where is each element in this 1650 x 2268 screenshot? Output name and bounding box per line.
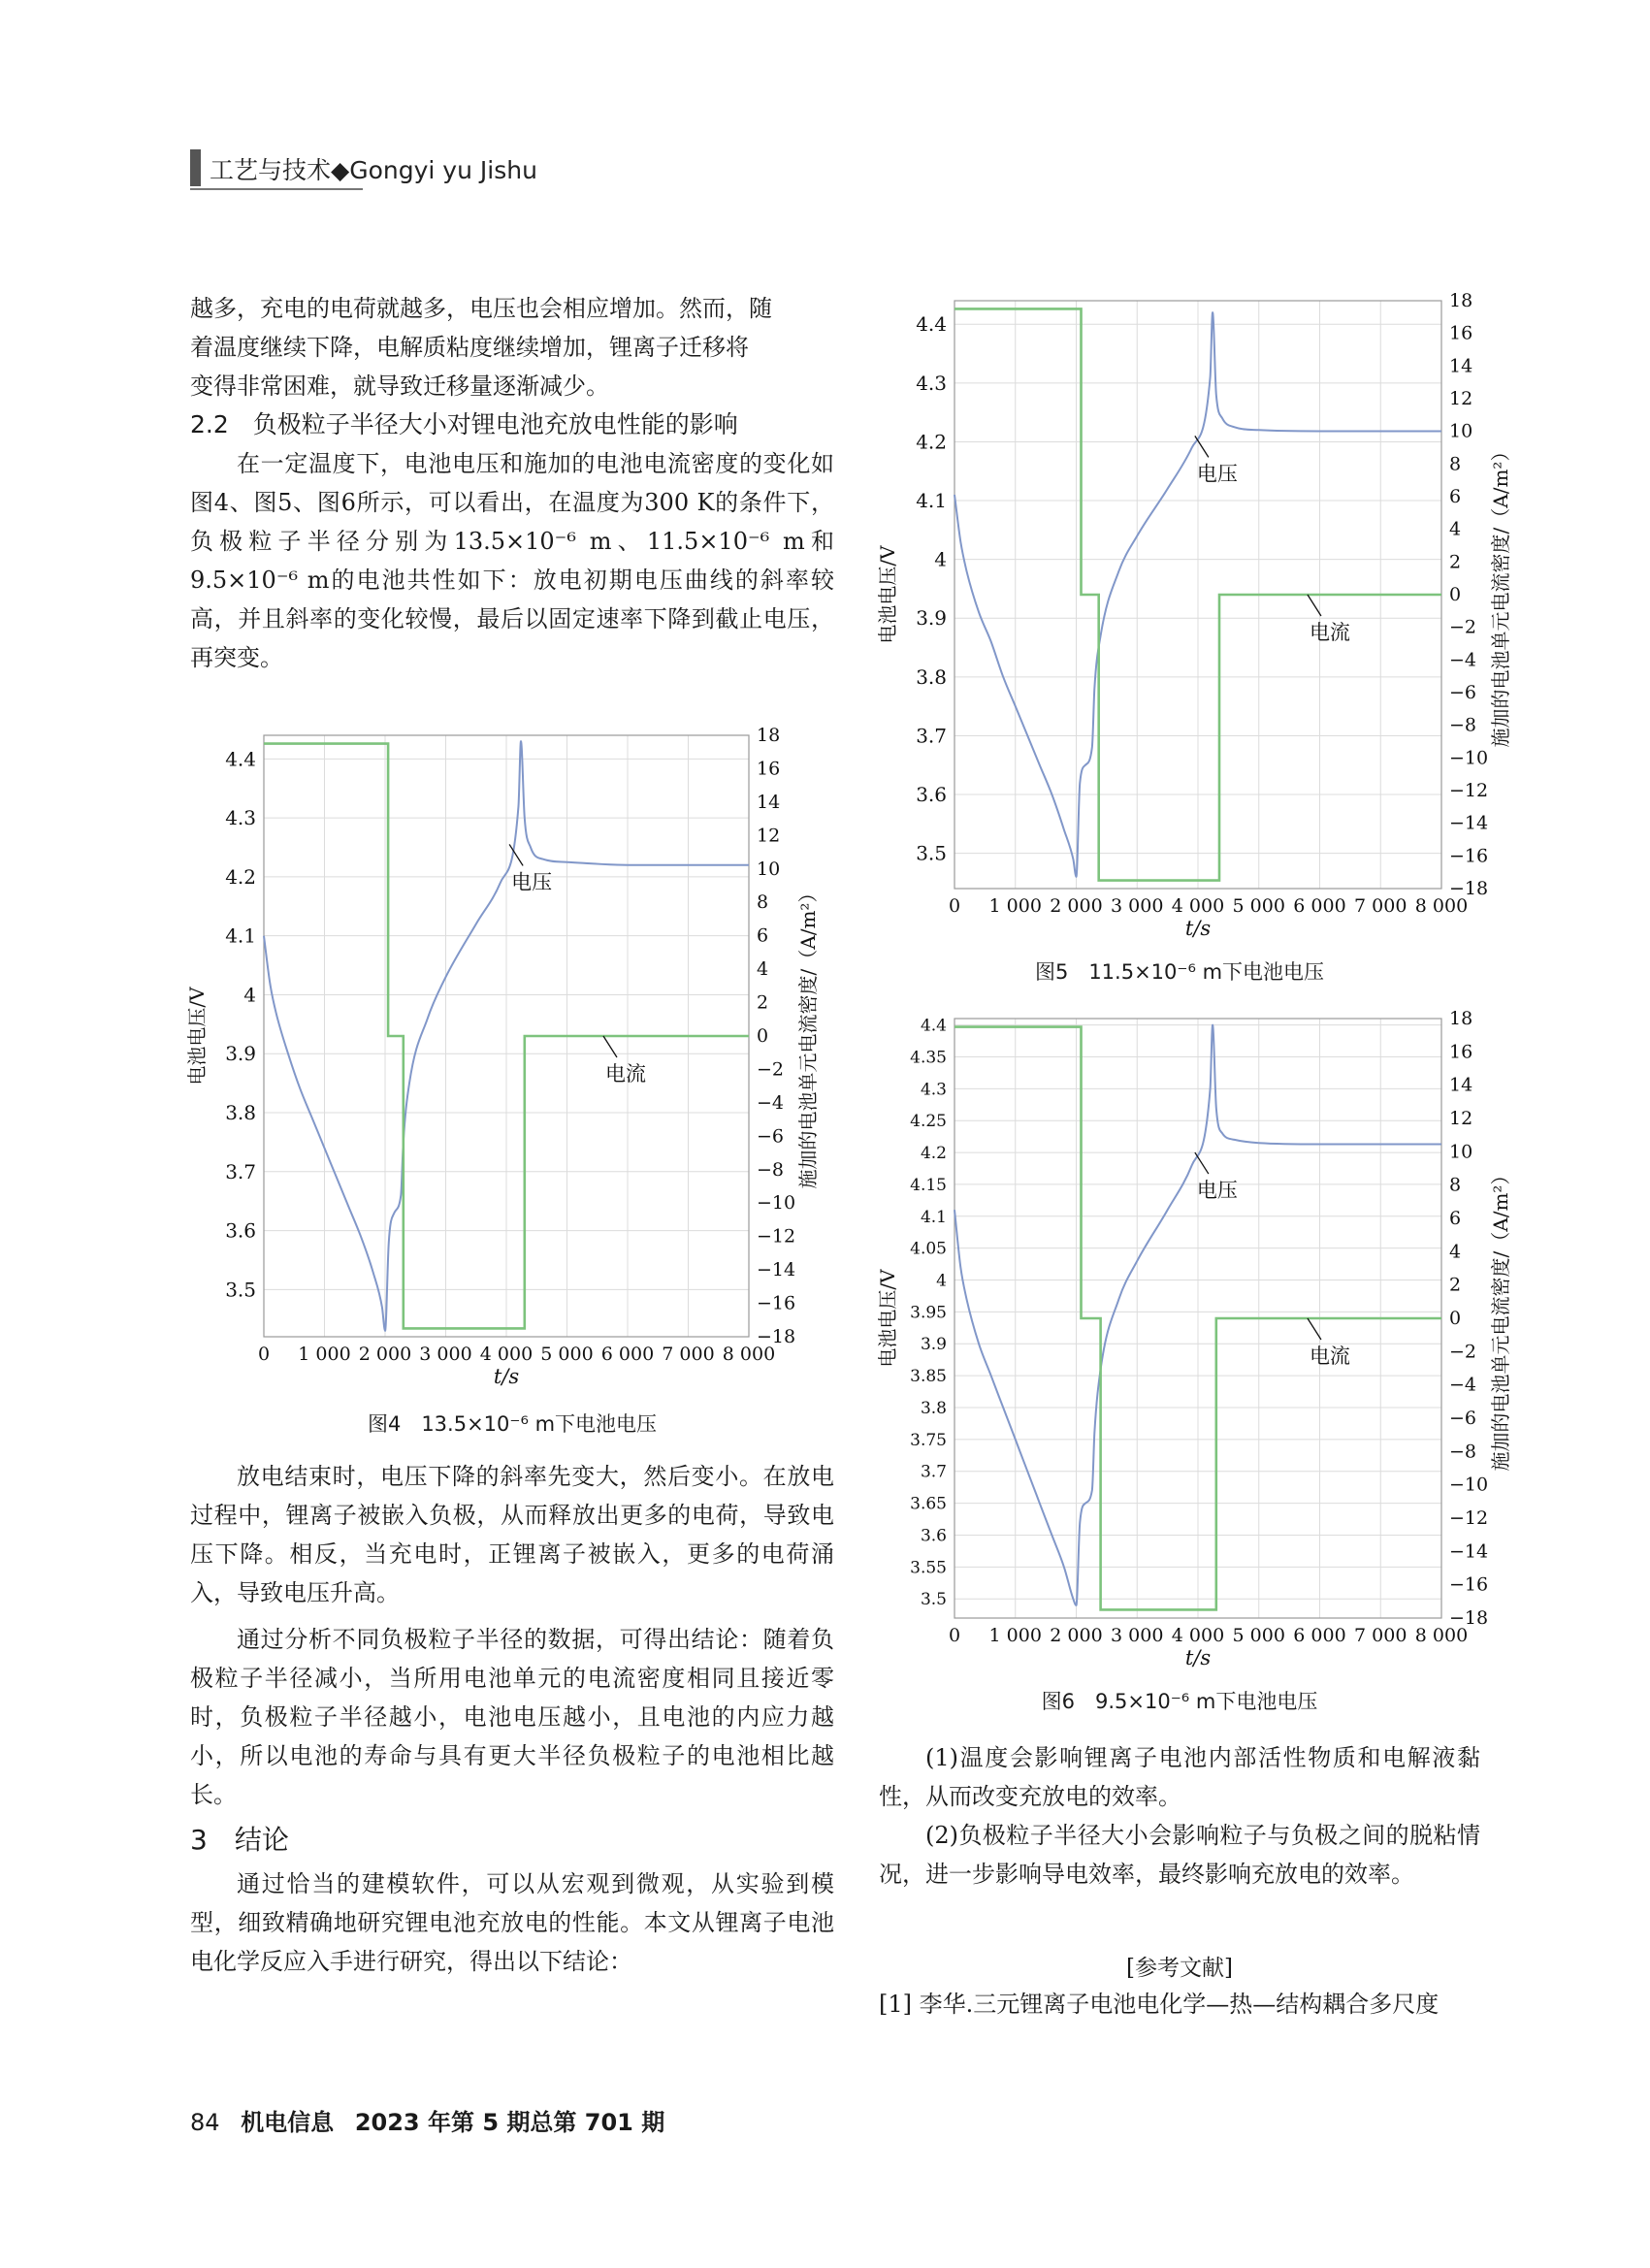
fig5-xtick-label-6: 6 000 [1293, 895, 1346, 917]
fig5-ytick-label-0: 3.5 [916, 841, 947, 865]
fig6-y2tick-label-9: 0 [1449, 1308, 1462, 1329]
fig5-xtick-label-3: 3 000 [1111, 895, 1164, 917]
running-header [190, 146, 537, 188]
fig4-xtick-label-7: 7 000 [662, 1344, 715, 1365]
fig5-y2tick-label-5: −8 [1449, 714, 1477, 736]
fig6-y2tick-label-14: 10 [1449, 1141, 1473, 1163]
fig5-y-axis-label: 电池电压/V [876, 545, 899, 644]
fig6-y2tick-label-16: 14 [1449, 1074, 1473, 1096]
fig4-y2tick-label-3: −12 [757, 1225, 796, 1247]
fig6-y2tick-label-2: −14 [1449, 1540, 1489, 1563]
fig5-ytick-label-6: 4.1 [916, 489, 947, 513]
fig5-xtick-label-8: 8 000 [1414, 895, 1469, 917]
fig5-y2tick-label-6: −6 [1449, 682, 1477, 703]
fig4-y2tick-label-7: −4 [757, 1091, 785, 1114]
para-2-2: 在一定温度下，电池电压和施加的电池电流密度的变化如图4、图5、图6所示，可以看出，在温度为300 K的条件下，负极粒子半径分别为13.5×10⁻⁶ m、11.5×10⁻⁶ m和9.5×10⁻⁶ m的电池共性如下：放电初期电压曲线的斜率较高，并且斜率的变化较慢，最后以固定速率下降到截止电压，再突变。 [190, 450, 834, 671]
fig5-y2-axis-label: 施加的电池单元电流密度/（A/m²） [1489, 441, 1512, 748]
fig5-y2tick-label-2: −14 [1449, 812, 1489, 834]
figure-4-chart [185, 725, 840, 1388]
fig6-x-axis-label: t/s [1184, 1646, 1212, 1669]
fig5-y2tick-label-3: −12 [1449, 780, 1489, 801]
fig4-xtick-label-5: 5 000 [540, 1344, 594, 1365]
fig5-y2tick-label-14: 10 [1449, 420, 1473, 442]
fig5-y2tick-label-0: −18 [1449, 878, 1489, 899]
fig4-y2tick-label-2: −14 [757, 1259, 796, 1281]
conclusion-1: (1)温度会影响锂离子电池内部活性物质和电解液黏性，从而改变充放电的效率。 [879, 1744, 1480, 1810]
fig5-y2tick-label-11: 4 [1449, 518, 1462, 540]
fig4-y2tick-label-16: 14 [757, 791, 781, 813]
fig5-y2tick-label-17: 16 [1449, 322, 1473, 344]
para-conclusion-radius: 通过分析不同负极粒子半径的数据，可得出结论：随着负极粒子半径减小，当所用电池单元的电流密度相同且接近零时，负极粒子半径越小，电池电压越小，且电池的内应力越小，所以电池的寿命与具有更大半径负极粒子的电池相比越长。 [190, 1626, 834, 1808]
fig6-y2tick-label-13: 8 [1449, 1174, 1462, 1196]
right-bottom-text [879, 1738, 1480, 1894]
fig4-y2tick-label-8: −2 [757, 1058, 785, 1081]
page-footer [190, 2103, 664, 2137]
fig4-xtick-label-1: 1 000 [298, 1344, 351, 1365]
fig5-y2tick-label-8: −2 [1449, 616, 1477, 638]
fig6-y2tick-label-3: −12 [1449, 1507, 1489, 1529]
reference-1: [1] 李华.三元锂离子电池电化学—热—结构耦合多尺度 [879, 1991, 1440, 2018]
fig5-xtick-label-5: 5 000 [1232, 895, 1285, 917]
fig6-ytick-label-13: 4.15 [910, 1175, 947, 1195]
fig6-ytick-label-2: 3.6 [920, 1526, 947, 1546]
fig4-ytick-label-3: 3.8 [225, 1101, 256, 1125]
fig5-xtick-label-1: 1 000 [988, 895, 1042, 917]
fig4-y2tick-label-11: 4 [757, 958, 769, 981]
fig6-y2tick-label-15: 12 [1449, 1108, 1473, 1129]
conclusion-2: (2)负极粒子半径大小会影响粒子与负极之间的脱粘情况，进一步影响导电效率，最终影响充放电的效率。 [879, 1822, 1480, 1888]
fig5-y2tick-label-18: 18 [1449, 290, 1473, 311]
fig5-ytick-label-7: 4.2 [916, 430, 947, 454]
fig4-ytick-label-1: 3.6 [225, 1218, 256, 1243]
fig4-ytick-label-4: 3.9 [225, 1042, 256, 1066]
fig4-ytick-label-0: 3.5 [225, 1278, 256, 1302]
fig6-ytick-label-18: 4.4 [920, 1016, 947, 1036]
fig6-ytick-label-7: 3.85 [910, 1367, 947, 1387]
journal-issue: 2023 年第 5 期总第 701 期 [354, 2109, 665, 2136]
fig4-y2tick-label-15: 12 [757, 825, 781, 847]
fig6-y2tick-label-1: −16 [1449, 1573, 1489, 1596]
section-2-2-title: 2.2 负极粒子半径大小对锂电池充放电性能的影响 [190, 410, 738, 438]
fig6-ytick-label-10: 4 [936, 1271, 947, 1291]
fig4-ytick-label-6: 4.1 [225, 923, 256, 948]
fig5-y2tick-label-13: 8 [1449, 453, 1462, 475]
fig6-y-axis-label: 电池电压/V [876, 1269, 899, 1368]
fig6-ytick-label-5: 3.75 [910, 1430, 947, 1450]
fig4-ytick-label-5: 4 [243, 983, 256, 1007]
fig4-ytick-label-8: 4.3 [225, 806, 256, 830]
fig6-xtick-label-4: 4 000 [1171, 1625, 1225, 1646]
fig4-y2-axis-label: 施加的电池单元电流密度/（A/m²） [796, 883, 820, 1189]
fig4-y2tick-label-1: −16 [757, 1292, 796, 1314]
fig4-y2tick-label-17: 16 [757, 758, 781, 780]
header-rule [190, 188, 363, 190]
figure-5-chart [876, 290, 1538, 940]
fig6-ytick-label-8: 3.9 [920, 1335, 947, 1355]
fig6-ytick-label-1: 3.55 [910, 1558, 947, 1578]
fig5-y2tick-label-9: 0 [1449, 584, 1462, 605]
fig6-xtick-label-5: 5 000 [1232, 1625, 1285, 1646]
fig6-y2tick-label-10: 2 [1449, 1274, 1462, 1296]
fig5-annotation-voltage: 电压 [1196, 462, 1238, 486]
fig4-ytick-label-9: 4.4 [225, 747, 256, 771]
fig4-y2tick-label-5: −8 [757, 1158, 785, 1181]
fig5-ytick-label-2: 3.7 [916, 724, 947, 748]
fig6-xtick-label-7: 7 000 [1354, 1625, 1407, 1646]
fig6-ytick-label-0: 3.5 [920, 1590, 947, 1610]
fig6-ytick-label-17: 4.35 [910, 1048, 947, 1068]
fig4-xtick-label-6: 6 000 [600, 1344, 655, 1365]
fig4-y2tick-label-0: −18 [757, 1326, 796, 1347]
fig6-xtick-label-3: 3 000 [1111, 1625, 1164, 1646]
fig6-ytick-label-6: 3.8 [920, 1398, 947, 1418]
fig4-y-axis-label: 电池电压/V [185, 987, 209, 1085]
fig5-annotation-current: 电流 [1309, 621, 1350, 644]
figure-4-caption: 图4 13.5×10⁻⁶ m下电池电压 [367, 1412, 658, 1436]
fig6-y2tick-label-7: −4 [1449, 1374, 1477, 1396]
para-continue-line-1: 越多，充电的电荷就越多，电压也会相应增加。然而，随 [190, 295, 772, 322]
references-title: [参考文献] [1126, 1956, 1233, 1981]
figure-6-caption: 图6 9.5×10⁻⁶ m下电池电压 [1041, 1690, 1318, 1713]
fig5-ytick-label-5: 4 [934, 547, 947, 571]
fig6-xtick-label-1: 1 000 [988, 1625, 1042, 1646]
fig4-ytick-label-2: 3.7 [225, 1159, 256, 1183]
fig6-ytick-label-15: 4.25 [910, 1112, 947, 1132]
fig5-x-axis-label: t/s [1184, 917, 1212, 940]
fig6-y2tick-label-6: −6 [1449, 1408, 1477, 1429]
fig5-ytick-label-8: 4.3 [916, 371, 947, 395]
fig4-y2tick-label-13: 8 [757, 891, 769, 914]
fig5-xtick-label-2: 2 000 [1050, 895, 1103, 917]
fig5-y2tick-label-10: 2 [1449, 551, 1462, 573]
fig6-xtick-label-2: 2 000 [1050, 1625, 1103, 1646]
fig6-ytick-label-11: 4.05 [910, 1239, 947, 1259]
fig6-y2tick-label-5: −8 [1449, 1441, 1477, 1463]
fig4-y2tick-label-6: −6 [757, 1125, 785, 1148]
fig4-y2tick-label-9: 0 [757, 1025, 769, 1047]
fig6-ytick-label-14: 4.2 [920, 1144, 947, 1164]
fig5-ytick-label-3: 3.8 [916, 664, 947, 689]
fig6-annotation-voltage: 电压 [1196, 1179, 1238, 1203]
para-continue-line-2: 着温度继续下降，电解质粘度继续增加，锂离子迁移将 [190, 334, 749, 361]
header-bar [190, 149, 201, 186]
para-continue-line-3: 变得非常困难，就导致迁移量逐渐减少。 [190, 373, 609, 400]
fig4-y2tick-label-14: 10 [757, 858, 781, 880]
fig5-xtick-label-0: 0 [948, 895, 961, 917]
fig6-y2tick-label-17: 16 [1449, 1041, 1473, 1063]
fig6-y2tick-label-12: 6 [1449, 1208, 1462, 1229]
fig4-y2tick-label-18: 18 [757, 725, 781, 746]
fig6-annotation-current: 电流 [1309, 1345, 1350, 1368]
fig4-y2tick-label-10: 2 [757, 991, 769, 1014]
section-3-title: 3 结论 [190, 1824, 289, 1856]
fig6-y2tick-label-8: −2 [1449, 1341, 1477, 1363]
header-title: 工艺与技术◆Gongyi yu Jishu [210, 156, 537, 184]
fig5-y2tick-label-7: −4 [1449, 649, 1477, 671]
fig4-xtick-label-3: 3 000 [419, 1344, 472, 1365]
fig6-xtick-label-6: 6 000 [1293, 1625, 1346, 1646]
fig4-ytick-label-7: 4.2 [225, 864, 256, 889]
fig5-ytick-label-1: 3.6 [916, 783, 947, 807]
fig6-ytick-label-3: 3.65 [910, 1494, 947, 1514]
fig6-y2tick-label-18: 18 [1449, 1008, 1473, 1029]
fig4-xtick-label-0: 0 [257, 1344, 271, 1365]
page-number: 84 [190, 2109, 220, 2136]
para-discharge: 放电结束时，电压下降的斜率先变大，然后变小。在放电过程中，锂离子被嵌入负极，从而释放出更多的电荷，导致电压下降。相反，当充电时，正锂离子被嵌入，更多的电荷涌入，导致电压升高。 [190, 1463, 834, 1606]
fig5-ytick-label-9: 4.4 [916, 312, 947, 337]
fig6-ytick-label-16: 4.3 [920, 1080, 947, 1100]
fig6-y2tick-label-0: −18 [1449, 1607, 1489, 1629]
journal-name: 机电信息 [241, 2109, 335, 2136]
fig4-annotation-voltage: 电压 [511, 870, 553, 894]
para-3: 通过恰当的建模软件，可以从宏观到微观，从实验到模型，细致精确地研究锂电池充放电的性能。本文从锂离子电池电化学反应入手进行研究，得出以下结论： [190, 1870, 834, 1975]
fig4-y2tick-label-4: −10 [757, 1192, 796, 1215]
fig6-ytick-label-9: 3.95 [910, 1303, 947, 1323]
left-top-text [190, 289, 834, 677]
fig5-ytick-label-4: 3.9 [916, 606, 947, 631]
fig6-ytick-label-4: 3.7 [920, 1462, 947, 1482]
fig6-y2-axis-label: 施加的电池单元电流密度/（A/m²） [1489, 1165, 1512, 1472]
fig5-y2tick-label-1: −16 [1449, 845, 1489, 867]
fig6-y2tick-label-11: 4 [1449, 1241, 1462, 1263]
fig4-x-axis-label: t/s [493, 1365, 520, 1388]
fig5-y2tick-label-12: 6 [1449, 486, 1462, 507]
fig6-ytick-label-12: 4.1 [920, 1207, 947, 1227]
figure-6-chart [876, 1008, 1538, 1669]
fig4-annotation-current: 电流 [605, 1062, 646, 1085]
fig5-y2tick-label-15: 12 [1449, 388, 1473, 409]
fig5-y2tick-label-16: 14 [1449, 355, 1473, 377]
fig4-y2tick-label-12: 6 [757, 924, 769, 947]
left-bottom-text [190, 1457, 834, 1981]
figure-5-caption: 图5 11.5×10⁻⁶ m下电池电压 [1034, 960, 1325, 984]
fig5-xtick-label-4: 4 000 [1171, 895, 1225, 917]
fig6-xtick-label-8: 8 000 [1414, 1625, 1469, 1646]
fig4-xtick-label-8: 8 000 [722, 1344, 776, 1365]
fig4-xtick-label-2: 2 000 [358, 1344, 412, 1365]
fig6-y2tick-label-4: −10 [1449, 1474, 1489, 1496]
fig5-xtick-label-7: 7 000 [1354, 895, 1407, 917]
fig6-xtick-label-0: 0 [948, 1625, 961, 1646]
fig4-xtick-label-4: 4 000 [479, 1344, 534, 1365]
fig5-y2tick-label-4: −10 [1449, 747, 1489, 769]
